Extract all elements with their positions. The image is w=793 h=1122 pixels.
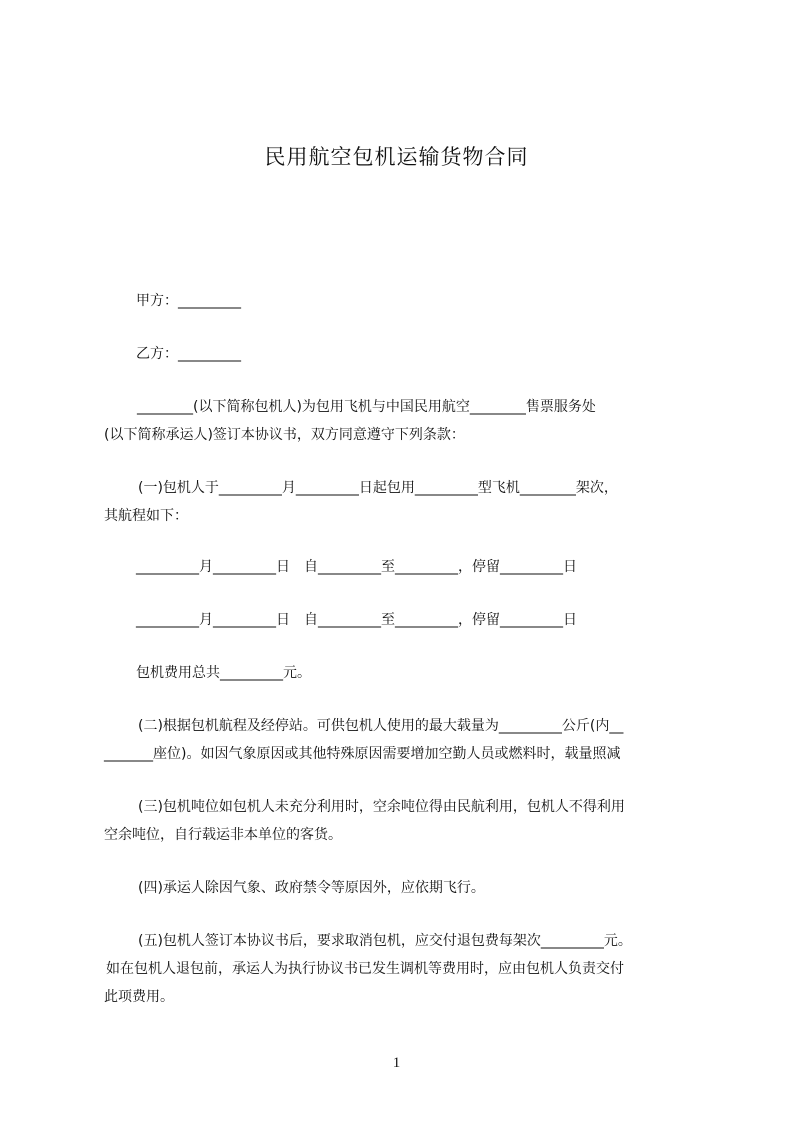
party-b-line: 乙方：_________: [136, 346, 241, 362]
route-line-1: _________月_________日 自_________至_________，停留_________日: [136, 559, 577, 575]
clause-5-line-2: 如在包机人退包前，承运人为执行协议书已发生调机等费用时，应由包机人负责交付: [106, 961, 624, 977]
clause-2-line-2: _______座位)。如因气象原因或其他特殊原因需要增加空勤人员或燃料时，载量照减: [104, 746, 621, 762]
clause-4-line-1: (四)承运人除因气象、政府禁令等原因外，应依期飞行。: [138, 880, 485, 896]
clause-3-line-1: (三)包机吨位如包机人未充分利用时，空余吨位得由民航利用，包机人不得利用: [138, 799, 625, 815]
document-title: 民用航空包机运输货物合同: [264, 145, 529, 169]
clause-3-line-2: 空余吨位，自行载运非本单位的客货。: [104, 827, 342, 843]
route-line-2: _________月_________日 自_________至_________，停留_________日: [136, 612, 577, 628]
clause-2-line-1: (二)根据包机航程及经停站。可供包机人使用的最大载量为_________公斤(内__: [138, 718, 624, 734]
page-number: 1: [392, 1055, 401, 1071]
clause-1-line-2: 其航程如下：: [104, 508, 188, 524]
clause-1-line-1: (一)包机人于_________月_________日起包用_________型飞机________架次，: [138, 480, 618, 496]
clause-5-line-1: (五)包机人签订本协议书后，要求取消包机，应交付退包费每架次_________元。: [138, 933, 632, 949]
fee-total-line: 包机费用总共_________元。: [136, 665, 311, 681]
party-a-line: 甲方：_________: [136, 293, 241, 309]
intro-line-2: (以下简称承运人)签订本协议书，双方同意遵守下列条款：: [104, 427, 465, 443]
intro-line-1: ________(以下简称包机人)为包用飞机与中国民用航空________售票服务处: [137, 399, 596, 415]
clause-5-line-3: 此项费用。: [104, 989, 174, 1005]
